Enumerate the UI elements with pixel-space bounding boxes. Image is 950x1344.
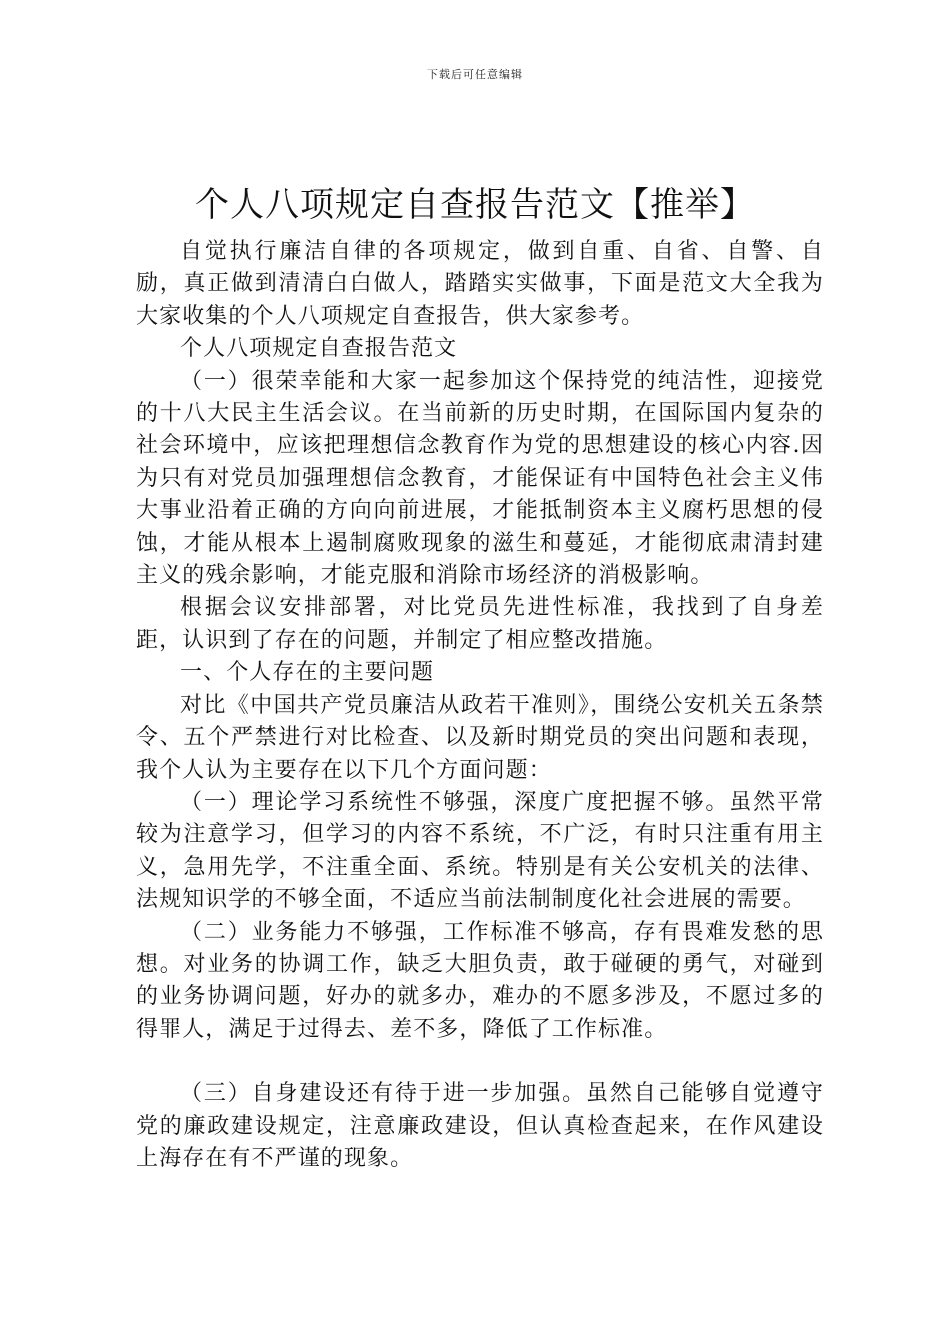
paragraph-meeting: 根据会议安排部署，对比党员先进性标准，我找到了自身差距，认识到了存在的问题，并制定了相应整改措施。	[136, 595, 824, 653]
paragraph-problem-3: （三）自身建设还有待于进一步加强。虽然自己能够自觉遵守党的廉政建设规定，注意廉政建设，但认真检查起来，在作风建设上海存在有不严谨的现象。	[136, 1081, 824, 1171]
paragraph-intro: 自觉执行廉洁自律的各项规定，做到自重、自省、自警、自励，真正做到清清白白做人，踏踏实实做事，下面是范文大全我为大家收集的个人八项规定自查报告，供大家参考。	[136, 239, 824, 329]
paragraph-subtitle: 个人八项规定自查报告范文	[180, 336, 458, 362]
paragraph-heading-problems: 一、个人存在的主要问题	[180, 660, 435, 686]
document-title: 个人八项规定自查报告范文【推举】	[195, 185, 755, 225]
page-header-note: 下载后可任意编辑	[427, 68, 523, 81]
paragraph-section-1: （一）很荣幸能和大家一起参加这个保持党的纯洁性，迎接党的十八大民主生活会议。在当前新的历史时期，在国际国内复杂的社会环境中，应该把理想信念教育作为党的思想建设的核心内容.因为只有对党员加强理想信念教育，才能保证有中国特色社会主义伟大事业沿着正确的方向向前进展，才能抵制资本主义腐朽思想的侵蚀，才能从根本上遏制腐败现象的滋生和蔓延，才能彻底肃清封建主义的残余影响，才能克服和消除市场经济的消极影响。	[136, 368, 824, 589]
paragraph-problem-2: （二）业务能力不够强，工作标准不够高，存有畏难发愁的思想。对业务的协调工作，缺乏大胆负责，敢于碰硬的勇气，对碰到的业务协调问题，好办的就多办，难办的不愿多涉及，不愿过多的得罪人，满足于过得去、差不多，降低了工作标准。	[136, 919, 824, 1042]
paragraph-problem-1: （一）理论学习系统性不够强，深度广度把握不够。虽然平常较为注意学习，但学习的内容不系统，不广泛，有时只注重有用主义，急用先学，不注重全面、系统。特别是有关公安机关的法律、法规知识学的不够全面，不适应当前法制制度化社会进展的需要。	[136, 789, 824, 913]
paragraph-comparison: 对比《中国共产党员廉洁从政若干准则》，围绕公安机关五条禁令、五个严禁进行对比检查、以及新时期党员的突出问题和表现，我个人认为主要存在以下几个方面问题：	[136, 692, 824, 783]
document-body	[136, 236, 824, 1175]
